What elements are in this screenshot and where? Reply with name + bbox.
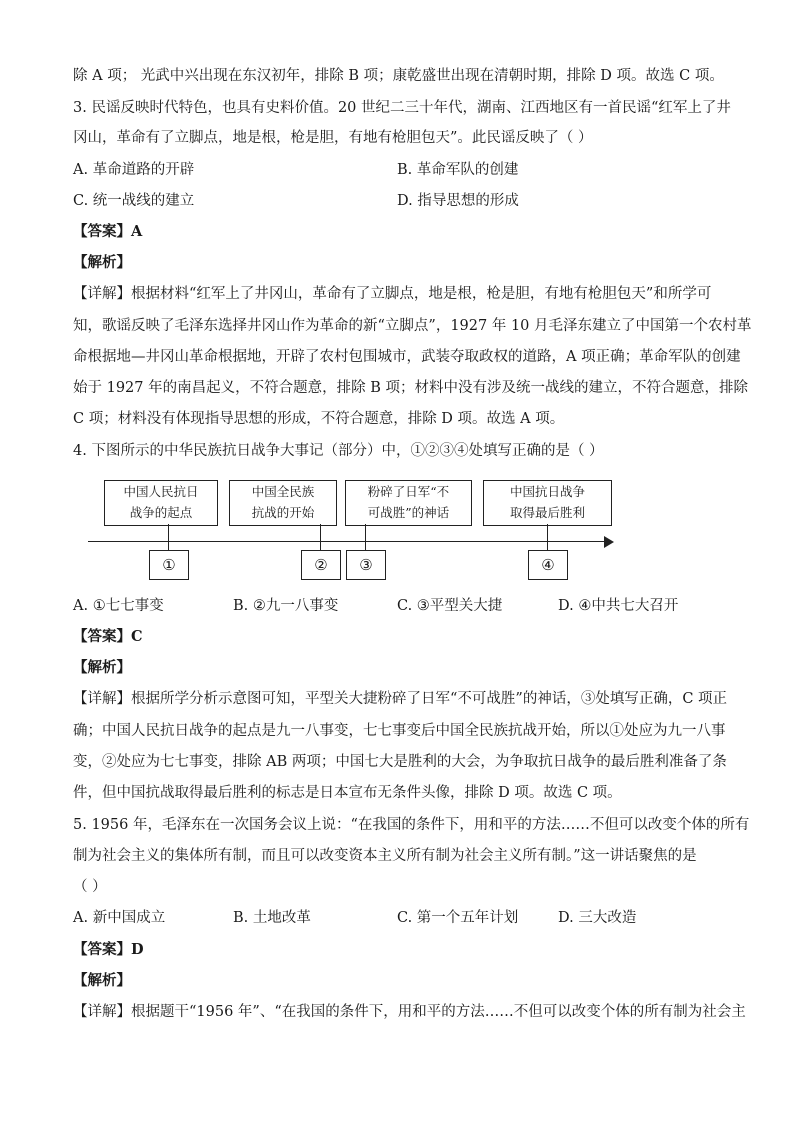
q3-answer: 【答案】A <box>73 223 143 240</box>
q5-option-b[interactable]: B. 土地改革 <box>233 910 311 926</box>
question-5-stem-paren: （ ） <box>73 879 107 895</box>
timeline-event-box-1 <box>104 480 218 526</box>
timeline-connector <box>547 524 548 550</box>
question-3-stem-cont: 冈山，革命有了立脚点，地是根，枪是胆，有地有枪胆包天”。此民谣反映了（ ） <box>73 130 593 146</box>
q4-option-a[interactable]: A. ①七七事变 <box>73 598 164 614</box>
timeline-blank-4: ④ <box>528 550 568 580</box>
q4-detail-line: 件，但中国抗战取得最后胜利的标志是日本宣布无条件头像，排除 D 项。故选 C 项。 <box>73 785 622 801</box>
timeline-event-text: 中国人民抗日 <box>123 484 199 499</box>
q4-analysis-heading: 【解析】 <box>73 659 131 676</box>
q3-detail-line: 始于 1927 年的南昌起义，不符合题意，排除 B 项；材料中没有涉及统一战线的建立，不符合题意，排除 <box>73 380 748 396</box>
q3-detail-line: 【详解】根据材料“红军上了井冈山，革命有了立脚点，地是根，枪是胆，有地有枪胆包天”和所学可 <box>73 286 712 302</box>
q4-detail-line: 变，②处应为七七事变，排除 AB 两项；中国七大是胜利的大会，为争取抗日战争的最后胜利准备了条 <box>73 754 727 770</box>
timeline-event-text: 战争的起点 <box>129 505 193 520</box>
q3-detail-line: C 项；材料没有体现指导思想的形成，不符合题意，排除 D 项。故选 A 项。 <box>73 411 565 427</box>
q3-option-b[interactable]: B. 革命军队的创建 <box>397 162 519 178</box>
timeline-connector <box>365 524 366 550</box>
q4-option-d[interactable]: D. ④中共七大召开 <box>558 598 679 614</box>
q4-detail-line: 【详解】根据所学分析示意图可知，平型关大捷粉碎了日军“不可战胜”的神话，③处填写正确，C 项正 <box>73 691 728 707</box>
timeline-event-box-3 <box>345 480 472 526</box>
q3-detail-line: 命根据地—井冈山革命根据地，开辟了农村包围城市，武装夺取政权的道路，A 项正确；革命军队的创建 <box>73 349 741 365</box>
q3-option-d[interactable]: D. 指导思想的形成 <box>397 193 519 209</box>
q5-answer: 【答案】D <box>73 941 144 958</box>
timeline-event-text: 中国全民族 <box>251 484 315 499</box>
q4-option-c[interactable]: C. ③平型关大捷 <box>397 598 503 614</box>
timeline-connector <box>168 524 169 550</box>
q5-option-a[interactable]: A. 新中国成立 <box>73 910 166 926</box>
question-3-stem: 3. 民谣反映时代特色，也具有史料价值。20 世纪二三十年代，湖南、江西地区有一首民谣“红军上了井 <box>73 100 731 116</box>
timeline-event-text: 取得最后胜利 <box>509 505 585 520</box>
timeline-blank-1: ① <box>149 550 189 580</box>
timeline-axis <box>88 541 608 542</box>
q3-analysis-heading: 【解析】 <box>73 254 131 271</box>
timeline-event-text: 可战胜”的神话 <box>367 505 450 520</box>
q4-answer: 【答案】C <box>73 628 143 645</box>
q5-analysis-heading: 【解析】 <box>73 972 131 989</box>
timeline-arrow-icon <box>604 536 614 548</box>
timeline-event-text: 粉碎了日军“不 <box>367 484 450 499</box>
q5-option-c[interactable]: C. 第一个五年计划 <box>397 910 519 926</box>
timeline-blank-3: ③ <box>346 550 386 580</box>
timeline-event-text: 中国抗日战争 <box>509 484 585 499</box>
timeline-event-box-2 <box>229 480 337 526</box>
question-5-stem: 5. 1956 年，毛泽东在一次国务会议上说：“在我国的条件下，用和平的方法……不但可以改变个体的所有 <box>73 817 750 833</box>
q3-detail-line: 知，歌谣反映了毛泽东选择井冈山作为革命的新“立脚点”，1927 年 10 月毛泽东建立了中国第一个农村革 <box>73 318 752 334</box>
q5-option-d[interactable]: D. 三大改造 <box>558 910 637 926</box>
question-4-stem: 4. 下图所示的中华民族抗日战争大事记（部分）中，①②③④处填写正确的是（ ） <box>73 443 604 459</box>
timeline-event-text: 抗战的开始 <box>251 505 315 520</box>
text-line: 除 A 项； 光武中兴出现在东汉初年，排除 B 项；康乾盛世出现在清朝时期，排除 D 项。故选 C 项。 <box>73 68 724 84</box>
timeline-blank-2: ② <box>301 550 341 580</box>
q4-option-b[interactable]: B. ②九一八事变 <box>233 598 339 614</box>
question-5-stem-cont: 制为社会主义的集体所有制，而且可以改变资本主义所有制为社会主义所有制。”这一讲话聚焦的是 <box>73 848 697 864</box>
q4-detail-line: 确；中国人民抗日战争的起点是九一八事变，七七事变后中国全民族抗战开始，所以①处应为九一八事 <box>73 723 726 739</box>
timeline-connector <box>320 524 321 550</box>
q5-detail-line: 【详解】根据题干“1956 年”、“在我国的条件下，用和平的方法……不但可以改变个体的所有制为社会主 <box>73 1004 746 1020</box>
q3-option-c[interactable]: C. 统一战线的建立 <box>73 193 195 209</box>
q3-option-a[interactable]: A. 革命道路的开辟 <box>73 162 195 178</box>
timeline-event-box-4 <box>483 480 612 526</box>
